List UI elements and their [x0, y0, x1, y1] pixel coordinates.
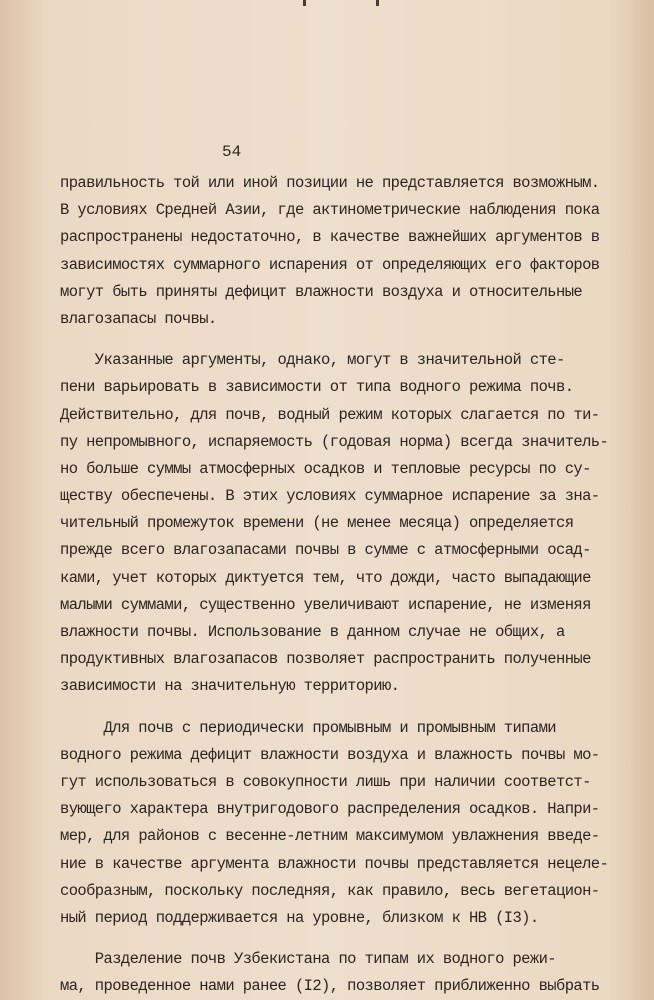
page-number: 54 — [222, 143, 242, 161]
paragraph — [60, 170, 600, 333]
text-line: водного режима дефицит влажности воздуха и влажность почвы мо- — [60, 745, 600, 764]
text-line: влажности почвы. Использование в данном случае не общих, а — [60, 623, 565, 641]
text-line: прежде всего влагозапасами почвы в сумме с атмосферными осад- — [60, 541, 591, 560]
text-line: пени варьировать в зависимости от типа водного режима почв. — [60, 378, 574, 397]
text-line: малыми суммами, существенно увеличивают испарение, не изменяя — [60, 595, 591, 614]
paragraph-gap — [60, 333, 588, 347]
body-text — [60, 170, 609, 1000]
text-line: Действительно, для почв, водный режим которых слагается по ти- — [60, 405, 600, 424]
text-line: Для почв с периодически промывным и промывным типами — [103, 718, 556, 737]
top-edge-mark — [303, 0, 306, 6]
text-line: В условиях Средней Азии, где актинометрические наблюдения пока — [60, 201, 600, 220]
text-line: продуктивных влагозапасов позволяет распространить полученные — [60, 650, 591, 669]
text-line: Указанные аргументы, однако, могут в значительной сте- — [94, 351, 565, 370]
paragraph-gap — [60, 701, 588, 715]
paragraph — [60, 946, 600, 1000]
paragraph-gap — [60, 932, 588, 946]
text-line: Разделение почв Узбекистана по типам их водного режи- — [94, 950, 556, 969]
text-line: ками, учет которых диктуется тем, что дожди, часто выпадающие — [60, 568, 591, 587]
text-line: распространены недостаточно, в качестве важнейших аргументов в — [60, 228, 600, 247]
text-line: ние в качестве аргумента влажности почвы представляется нецеле- — [60, 854, 609, 873]
text-line: сообразным, поскольку последняя, как правило, весь вегетацион- — [60, 881, 600, 900]
text-line: пу непромывного, испаряемость (годовая норма) всегда значитель- — [60, 432, 609, 451]
text-line: гут использоваться в совокупности лишь при наличии соответст- — [60, 772, 591, 791]
text-line: ный период поддерживается на уровне, близком к НВ (I3). — [60, 908, 539, 927]
text-line: влагозапасы почвы. — [60, 309, 217, 328]
text-line: правильность той или иной позиции не представляется возможным. — [60, 174, 600, 192]
text-line: зависимостях суммарного испарения от определяющих его факторов — [60, 255, 600, 274]
paragraph — [60, 715, 609, 933]
text-line: но больше суммы атмосферных осадков и тепловые ресурсы по су- — [60, 459, 591, 478]
text-line: вующего характера внутригодового распределения осадков. Напри- — [60, 800, 600, 819]
top-edge-mark — [376, 0, 379, 6]
text-line: могут быть приняты дефицит влажности воздуха и относительные — [60, 282, 583, 301]
text-line: ществу обеспечены. В этих условиях суммарное испарение за зна- — [60, 487, 600, 506]
text-line: зависимости на значительную территорию. — [60, 677, 400, 696]
text-line: чительный промежуток времени (не менее месяца) определяется — [60, 514, 574, 533]
text-line: мер, для районов с весенне-летним максимумом увлажнения введе- — [60, 827, 600, 846]
text-line: ма, проведенное нами ранее (I2), позволяет приближенно выбрать — [60, 977, 600, 996]
paragraph — [60, 347, 609, 700]
